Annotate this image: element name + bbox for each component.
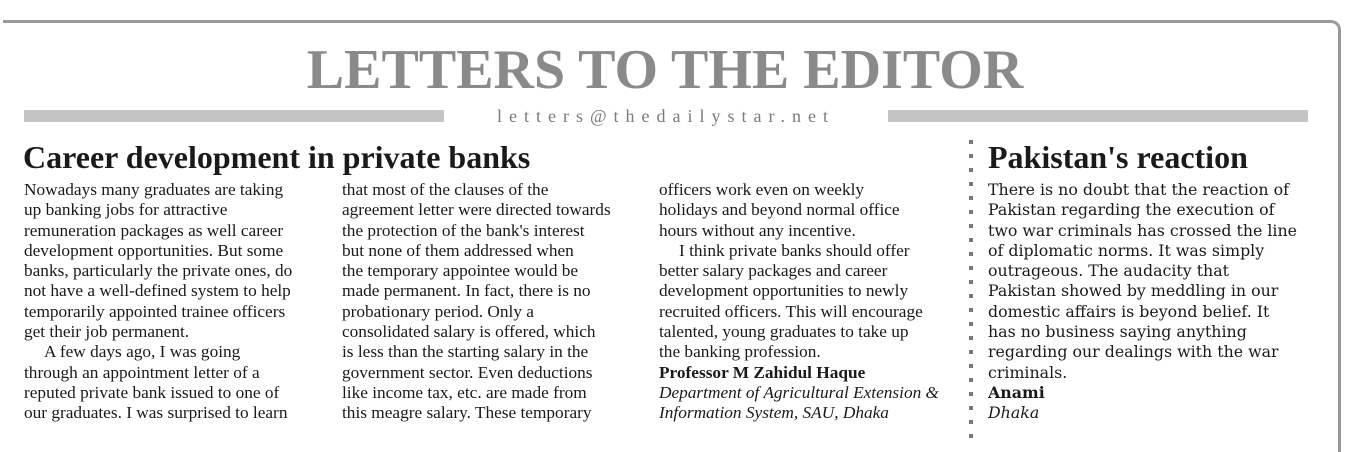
- letter-column-4: [988, 180, 1313, 424]
- letter-author: Professor M Zahidul Haque: [659, 362, 866, 382]
- letter-column-2: [342, 180, 642, 424]
- body-line: of diplomatic norms. It was simply: [988, 240, 1265, 260]
- body-line: reputed private bank issued to one of: [24, 382, 280, 402]
- body-line: our graduates. I was surprised to learn: [24, 403, 288, 423]
- body-line: has no business saying anything: [988, 322, 1247, 342]
- header-rule-right: [888, 110, 1308, 122]
- body-line: holidays and beyond normal office: [659, 200, 900, 220]
- body-line: Pakistan showed by meddling in our: [988, 281, 1279, 301]
- body-line: but none of them addressed when: [342, 240, 574, 260]
- letter-location: Dhaka: [988, 403, 1040, 423]
- body-line: like income tax, etc. are made from: [342, 382, 587, 402]
- body-line: temporarily appointed trainee officers: [24, 301, 286, 321]
- body-line: get their job permanent.: [24, 322, 190, 342]
- body-line: consolidated salary is offered, which: [342, 322, 596, 342]
- body-line: hours without any incentive.: [659, 220, 856, 240]
- body-line: the banking profession.: [659, 342, 821, 362]
- body-line: the protection of the bank's interest: [342, 220, 585, 240]
- body-line: better salary packages and career: [659, 261, 888, 281]
- body-line: outrageous. The audacity that: [988, 261, 1229, 281]
- letter-affiliation: Information System, SAU, Dhaka: [659, 403, 889, 423]
- header-rule-left: [24, 110, 444, 122]
- letter-affiliation: Department of Agricultural Extension &: [659, 382, 939, 402]
- body-line: There is no doubt that the reaction of: [988, 180, 1289, 199]
- section-title: LETTERS TO THE EDITOR: [306, 39, 1024, 101]
- body-line: remuneration packages as well career: [24, 220, 284, 240]
- body-line: probationary period. Only a: [342, 301, 534, 321]
- body-line: through an appointment letter of a: [24, 362, 260, 382]
- body-line: domestic affairs is beyond belief. It: [988, 301, 1270, 321]
- body-line: Nowadays many graduates are taking: [24, 180, 284, 199]
- body-line: the temporary appointee would be: [342, 261, 579, 281]
- body-line: development opportunities. But some: [24, 240, 284, 260]
- body-line: not have a well-defined system to help: [24, 281, 291, 301]
- body-line: two war criminals has crossed the line: [988, 220, 1298, 240]
- body-line: criminals.: [988, 362, 1068, 382]
- body-line: regarding our dealings with the war: [988, 342, 1279, 362]
- body-line: talented, young graduates to take up: [659, 322, 909, 342]
- body-line: up banking jobs for attractive: [24, 200, 228, 220]
- letter-column-3: [659, 180, 954, 424]
- body-line: I think private banks should offer: [679, 240, 910, 260]
- letter-column-1: [24, 180, 324, 424]
- body-line: recruited officers. This will encourage: [659, 301, 923, 321]
- letter-headline-career: Career development in private banks: [23, 139, 531, 175]
- body-line: this meagre salary. These temporary: [342, 403, 592, 423]
- column-divider: [969, 140, 973, 440]
- body-line: officers work even on weekly: [659, 180, 865, 199]
- body-line: banks, particularly the private ones, do: [24, 261, 293, 281]
- body-line: agreement letter were directed towards: [342, 200, 611, 220]
- body-line: government sector. Even deductions: [342, 362, 593, 382]
- letter-author: Anami: [988, 382, 1045, 402]
- body-line: A few days ago, I was going: [44, 342, 241, 362]
- letter-headline-pakistan: Pakistan's reaction: [988, 139, 1248, 175]
- body-line: is less than the starting salary in the: [342, 342, 589, 362]
- body-line: made permanent. In fact, there is no: [342, 281, 591, 301]
- body-line: Pakistan regarding the execution of: [988, 200, 1275, 220]
- body-line: development opportunities to newly: [659, 281, 909, 301]
- body-line: that most of the clauses of the: [342, 180, 549, 199]
- editor-email[interactable]: letters@thedailystar.net: [496, 106, 836, 126]
